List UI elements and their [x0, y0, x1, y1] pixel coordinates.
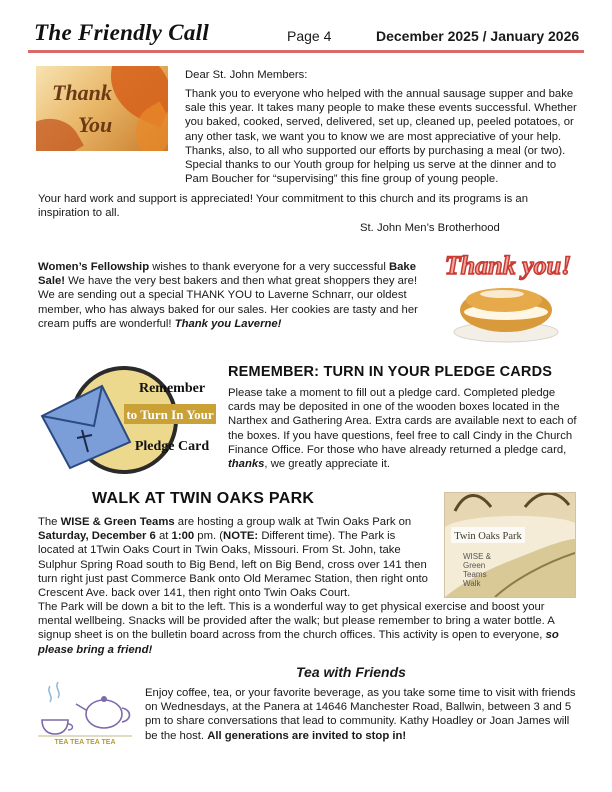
- twin-oaks-heading: WALK AT TWIN OAKS PARK: [92, 490, 315, 507]
- tw-at: at: [155, 530, 172, 543]
- letter-signature: St. John Men’s Brotherhood: [360, 222, 500, 234]
- tw-pm: pm. (: [194, 530, 224, 543]
- walk-date: Saturday, December 6: [38, 530, 156, 543]
- wise-green-teams: WISE & Green Teams: [60, 516, 175, 528]
- pledge-body-text: Please take a moment to fill out a pledge card. Completed pledge cards may be deposited in one of the wooden boxes located in the Narthex and Gathering Area. Extra cards are available next to each of the boxes. If you have questions, feel free to call Cindy in the Church Finance Office. For those who have already returned a pledge card,: [228, 387, 577, 456]
- tw-hosting: are hosting a group walk at Twin Oaks Park on: [174, 516, 412, 528]
- cream-puff-image: [444, 250, 572, 346]
- park-image-sub1: WISE &: [463, 552, 492, 561]
- letter-paragraph-1: Thank you to everyone who helped with the annual sausage supper and bake sale this year. It takes many people to make these events successful. Whether you baked, cooked, served, delivered, set up, cleaned up, peeled potatoes, or any other task, we want you to know we are most appreciative of your help. Thanks, also, to all who supported our efforts by purchasing a meal (or two). Special thanks to our Youth group for helping us serve at the dinner and to Pam Boucher for “supervising” this fine group of young people.: [185, 88, 577, 186]
- womens-fellowship-article: [38, 260, 434, 331]
- pledge-image-line3: Pledge Card: [134, 439, 210, 454]
- tw-the: The: [38, 516, 61, 528]
- tw-rest: Different time). The Park is located at 1Twin Oaks Court in Twin Oaks, Missouri. From St. John, take Sulphur Spring Road south to Big Bend, left on Big Bend, cross over 141 then turn right just past Commerce Bank onto Old Meramec Station, then right onto Crescent Ave. back over 141, then right onto Twin Oaks Court.: [38, 530, 428, 600]
- tea-body-text: Enjoy coffee, tea, or your favorite beverage, as you take some time to visit with friends on Wednesdays, at the Panera at 14646 Manchester Road, Ballwin, between 3 and 5 pm to share conversations that lead to community. Kathy Hoadley or Joan James will be the host.: [145, 687, 576, 742]
- thank-you-image-word2: You: [78, 112, 113, 137]
- tea-heading: Tea with Friends: [296, 664, 406, 680]
- twin-oaks-paragraph-2: [38, 600, 578, 657]
- bake-sale-label: Bake Sale!: [38, 261, 416, 288]
- womens-fellowship-name: Women’s Fellowship: [38, 261, 150, 273]
- tea-body: [145, 686, 581, 743]
- all-generations-invited: All generations are invited to stop in!: [207, 729, 407, 742]
- pledge-image-line1: Remember: [138, 381, 206, 396]
- pledge-heading: REMEMBER: TURN IN YOUR PLEDGE CARDS: [228, 364, 553, 380]
- park-image-sub4: Walk: [463, 579, 481, 588]
- park-image-title: Twin Oaks Park: [454, 531, 522, 542]
- letter-body: [38, 87, 578, 186]
- twin-oaks-paragraph-1: [38, 515, 434, 600]
- issue-date: December 2025 / January 2026: [376, 28, 580, 44]
- masthead-title: The Friendly Call: [34, 20, 210, 45]
- header-rule: [28, 50, 584, 53]
- letter-paragraph-2: Your hard work and support is appreciated! Your commitment to this church and its programs is an inspiration to all.: [38, 193, 528, 220]
- womens-fellowship-body: We have the very best bakers and then what great shoppers they are! We are sending out a special THANK YOU to Laverne Schnarr, our oldest member, who has always baked for our sales. Her cookies are tasty and her cream puffs are wonderful!: [38, 275, 418, 330]
- page-number: Page 4: [287, 28, 332, 44]
- thank-you-laverne: Thank you Laverne!: [174, 317, 282, 330]
- tea-image-text: TEA TEA TEA TEA: [54, 739, 116, 746]
- park-image-sub3: Teams: [463, 570, 487, 579]
- walk-time: 1:00: [171, 530, 195, 543]
- pledge-image-line2: to Turn In Your: [126, 407, 214, 422]
- note-label: NOTE:: [223, 530, 259, 543]
- pledge-body: [228, 386, 578, 471]
- park-image-sub2: Green: [463, 561, 486, 570]
- twin-oaks-park-image: [444, 492, 576, 598]
- tw-para2-text: The Park will be down a bit to the left. This is a wonderful way to get physical exercise and boost your mental wellbeing. Snacks will be provided after the walk; but please remember to bring a water bottle. A signup sheet is on the bulletin board across from the church offices. This activity is open to everyone,: [38, 601, 555, 642]
- pledge-thanks-word: thanks: [228, 458, 265, 471]
- bring-a-friend: so please bring a friend!: [38, 629, 559, 656]
- pledge-card-image: [32, 364, 218, 476]
- womens-fellowship-intro: wishes to thank everyone for a very successful: [149, 261, 389, 273]
- teapot-image: [36, 676, 134, 746]
- thank-you-image-word1: Thank: [52, 80, 112, 105]
- thank-you-banner-text: Thank you!: [444, 251, 572, 280]
- letter-salutation: Dear St. John Members:: [185, 69, 308, 81]
- pledge-body-end: , we greatly appreciate it.: [264, 458, 391, 471]
